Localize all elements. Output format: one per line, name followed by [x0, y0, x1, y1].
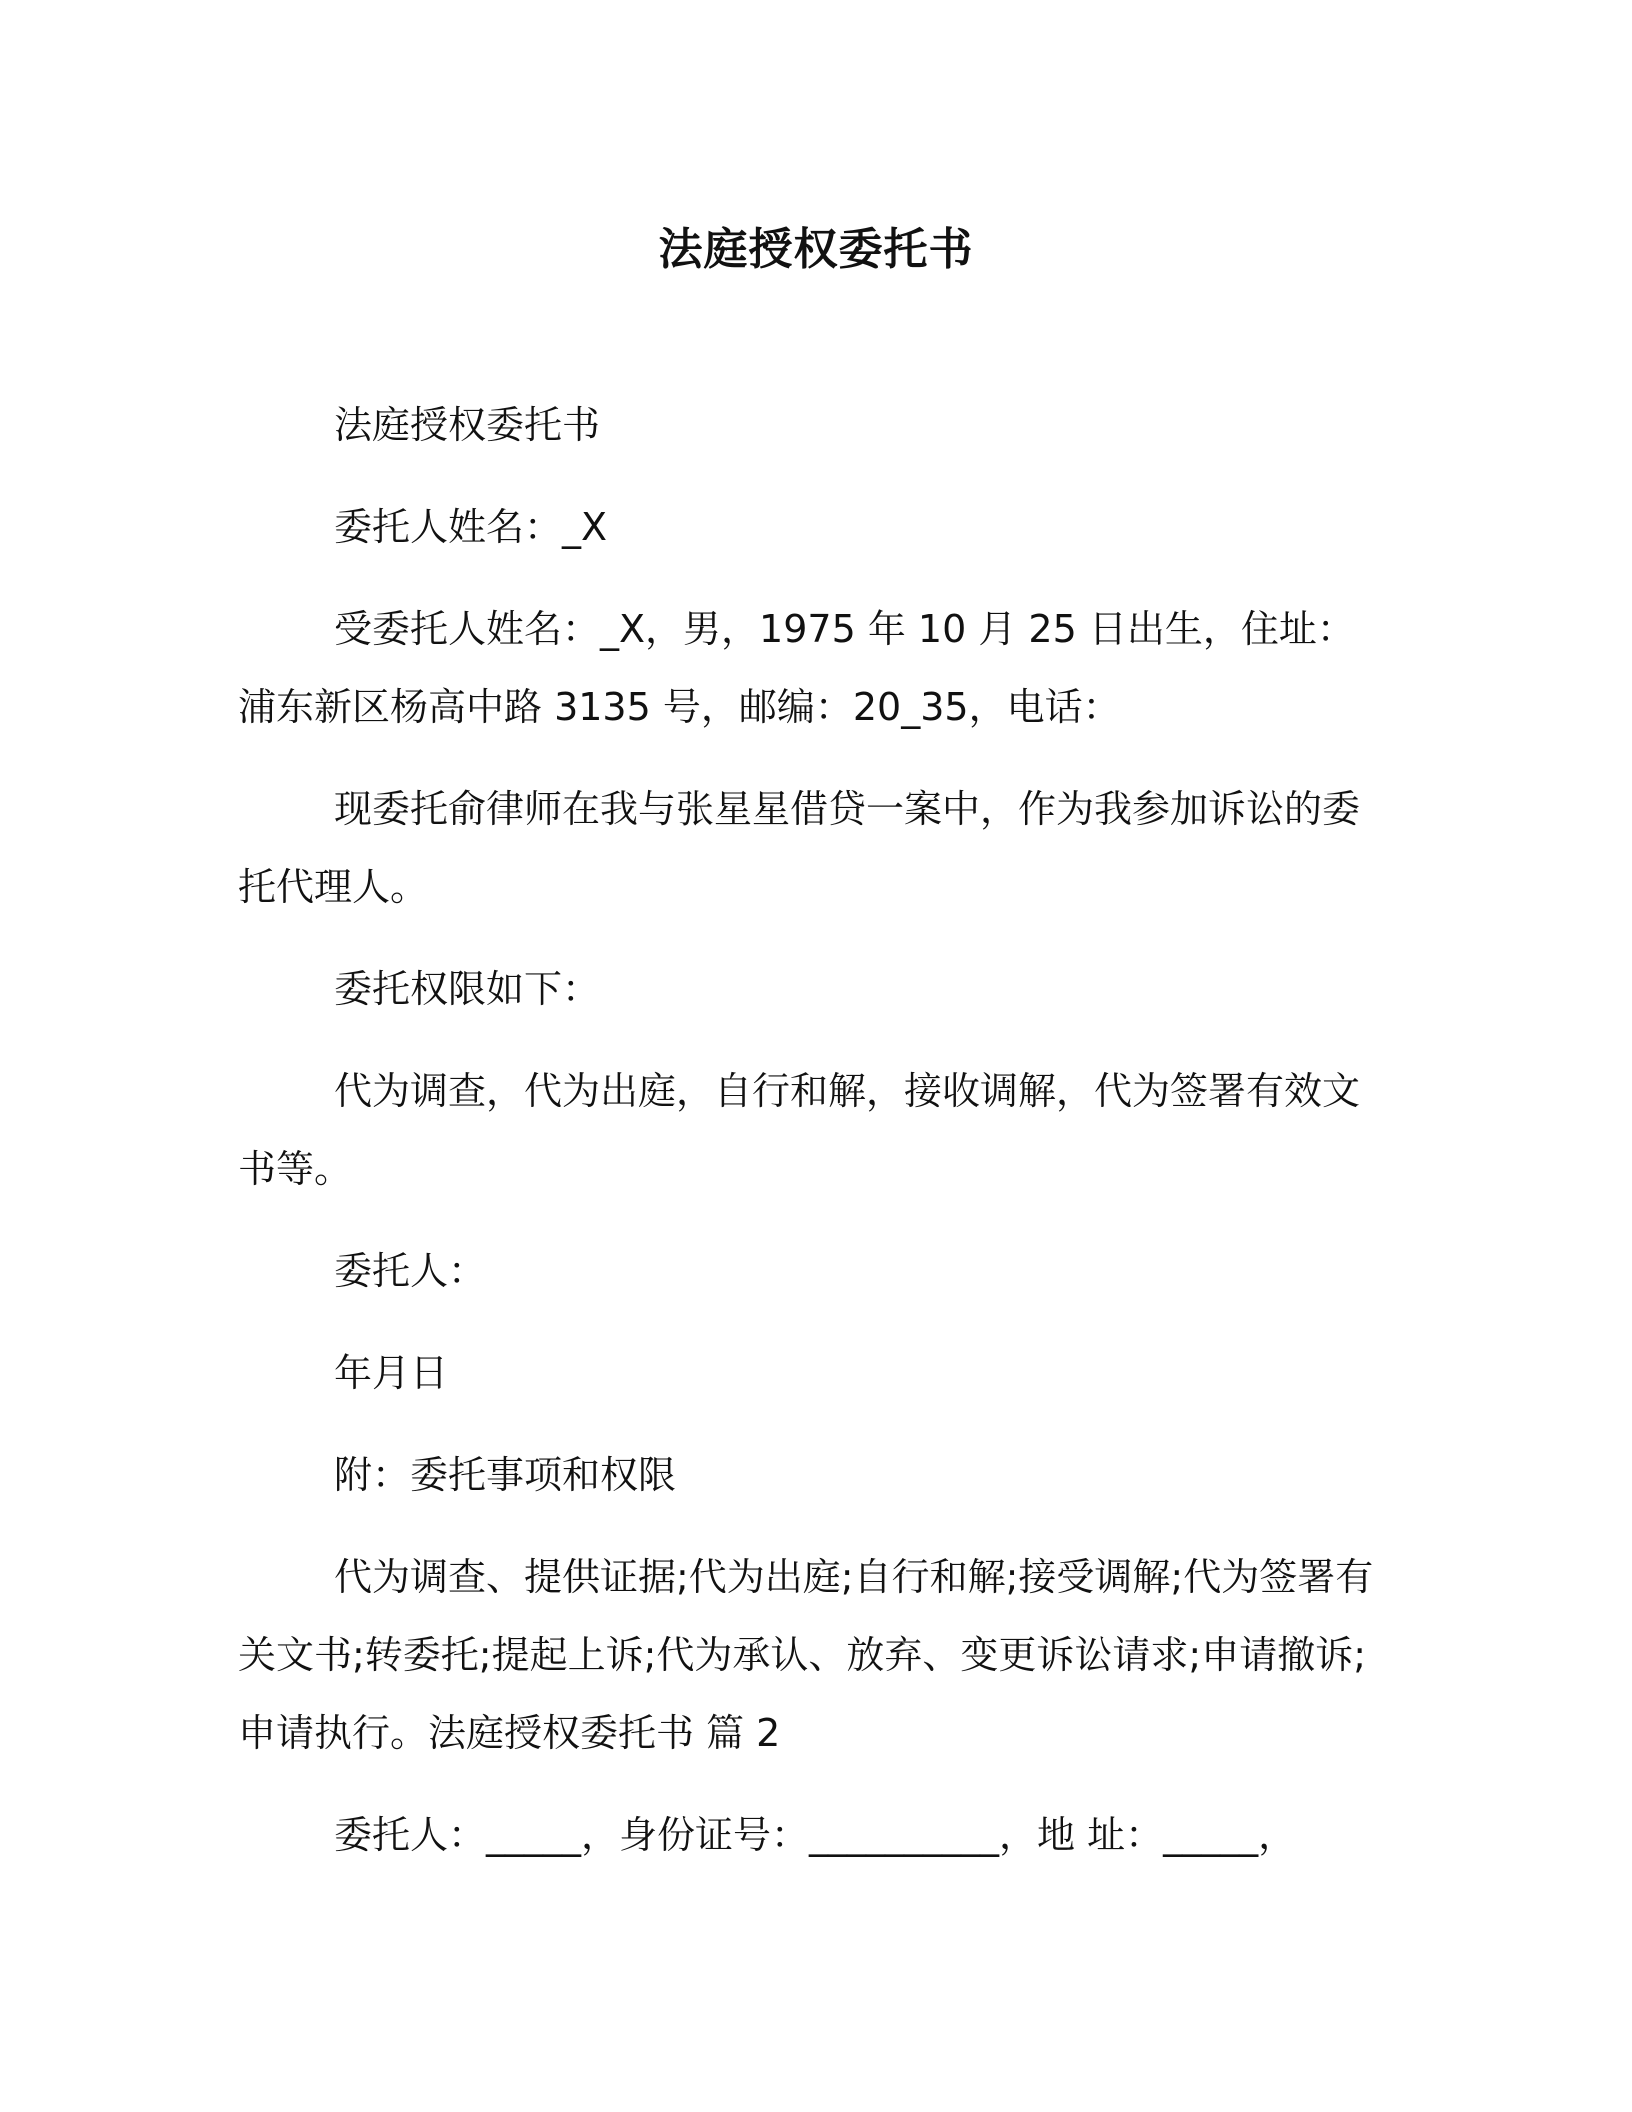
paragraph-appendix-content: 代为调查、提供证据;代为出庭;自行和解;接受调解;代为签署有关文书;转委托;提起上诉;代为承认、放弃、变更诉讼请求;申请撤诉;申请执行。法庭授权委托书 篇 2 — [238, 1555, 1374, 1755]
paragraph-heading: 法庭授权委托书 — [334, 403, 601, 447]
paragraph-date: 年月日 — [334, 1351, 449, 1395]
paragraph-principal-fields: 委托人：_____，身份证号：__________，地 址：_____， — [334, 1813, 1297, 1857]
paragraph-principal-name: 委托人姓名：_X — [334, 505, 608, 549]
paragraph-appendix-heading: 附：委托事项和权限 — [334, 1453, 677, 1497]
paragraph-agent-info: 受委托人姓名：_X，男，1975 年 10 月 25 日出生，住址：浦东新区杨高中路 3135 号，邮编：20_35，电话： — [238, 607, 1355, 729]
paragraph-authority-heading: 委托权限如下： — [334, 967, 601, 1011]
paragraph-authority-list: 代为调查，代为出庭，自行和解，接收调解，代为签署有效文书等。 — [238, 1069, 1361, 1191]
paragraph-principal-signature: 委托人： — [334, 1249, 487, 1293]
paragraph-appointment: 现委托俞律师在我与张星星借贷一案中，作为我参加诉讼的委托代理人。 — [238, 787, 1361, 909]
document-title: 法庭授权委托书 — [658, 224, 974, 275]
